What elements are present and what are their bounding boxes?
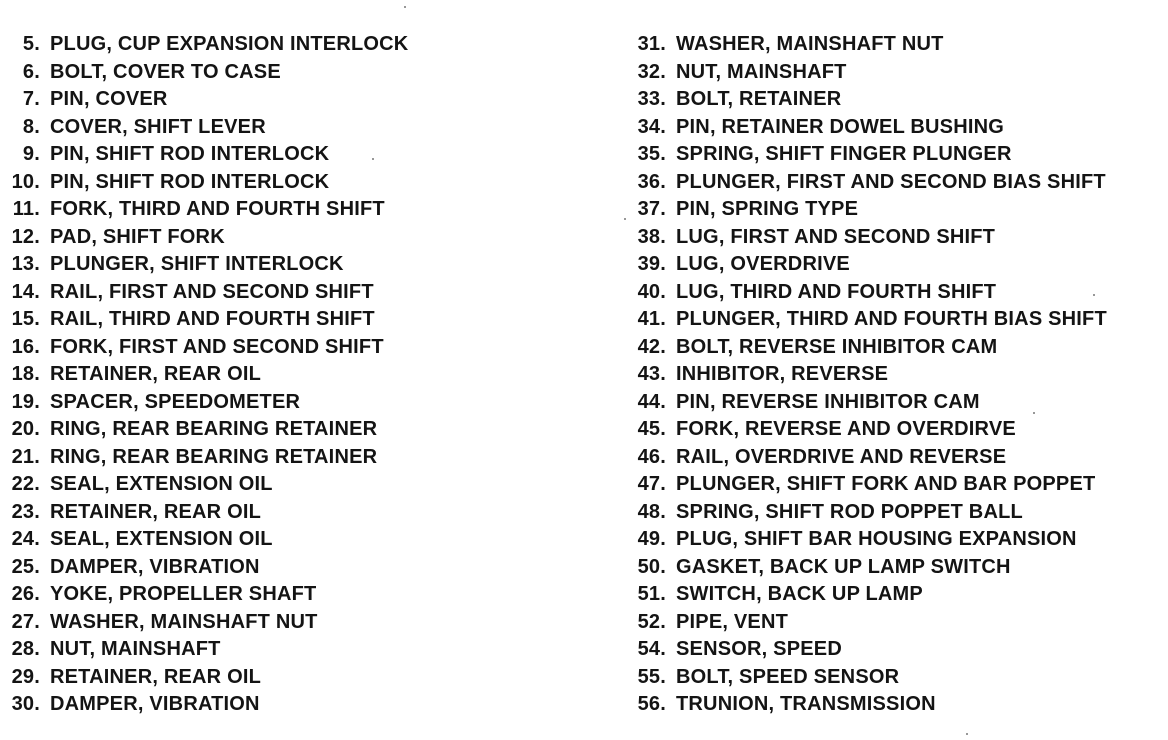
list-item xyxy=(6,581,586,609)
item-name: FORK, REVERSE AND OVERDIRVE xyxy=(676,418,1016,440)
item-number: 40. xyxy=(637,280,666,303)
item-name: RETAINER, REAR OIL xyxy=(50,500,262,523)
item-number: 44. xyxy=(637,390,666,413)
item-name: PIN, SHIFT ROD INTERLOCK xyxy=(50,170,330,193)
item-number: 52. xyxy=(637,610,666,633)
list-item xyxy=(6,306,586,334)
item-name: SWITCH, BACK UP LAMP xyxy=(676,583,923,605)
list-item xyxy=(6,141,586,169)
item-number: 9. xyxy=(22,143,40,165)
item-number: 7. xyxy=(22,88,40,110)
item-name: PLUNGER, SHIFT INTERLOCK xyxy=(50,253,344,275)
item-name: SENSOR, SPEED xyxy=(676,638,842,660)
list-item xyxy=(634,526,1164,554)
item-number: 14. xyxy=(11,280,40,303)
item-number: 21. xyxy=(11,445,40,468)
item-number: 27. xyxy=(11,610,40,633)
item-name: BOLT, RETAINER xyxy=(676,88,842,110)
list-item xyxy=(6,526,586,554)
item-number: 13. xyxy=(11,253,40,275)
item-name: FORK, FIRST AND SECOND SHIFT xyxy=(50,335,384,358)
item-name: PLUNGER, SHIFT FORK AND BAR POPPET xyxy=(676,473,1096,495)
item-number: 38. xyxy=(637,225,666,248)
item-number: 50. xyxy=(637,555,666,578)
item-name: PLUG, SHIFT BAR HOUSING EXPANSION xyxy=(676,528,1077,550)
list-item xyxy=(6,114,586,142)
list-item xyxy=(6,31,586,59)
scan-speck xyxy=(966,733,968,735)
item-name: PLUNGER, THIRD AND FOURTH BIAS SHIFT xyxy=(676,308,1107,330)
item-number: 26. xyxy=(11,583,40,605)
item-name: PIN, REVERSE INHIBITOR CAM xyxy=(676,390,980,413)
list-item xyxy=(634,86,1164,114)
item-name: LUG, FIRST AND SECOND SHIFT xyxy=(676,225,996,248)
item-name: RETAINER, REAR OIL xyxy=(50,363,262,385)
item-name: RING, REAR BEARING RETAINER xyxy=(50,418,378,440)
item-number: 49. xyxy=(637,528,666,550)
list-item xyxy=(634,636,1164,664)
list-item xyxy=(634,416,1164,444)
item-name: PIPE, VENT xyxy=(676,610,789,633)
list-item xyxy=(634,361,1164,389)
scan-speck xyxy=(1033,412,1035,414)
list-item xyxy=(634,444,1164,472)
item-number: 5. xyxy=(22,33,40,55)
item-number: 18. xyxy=(11,363,40,385)
item-number: 42. xyxy=(637,335,666,358)
item-name: BOLT, REVERSE INHIBITOR CAM xyxy=(676,335,998,358)
list-item xyxy=(634,141,1164,169)
item-name: DAMPER, VIBRATION xyxy=(50,555,260,578)
item-number: 35. xyxy=(637,143,666,165)
item-number: 6. xyxy=(22,60,40,83)
list-item xyxy=(6,251,586,279)
item-name: WASHER, MAINSHAFT NUT xyxy=(50,610,318,633)
item-number: 30. xyxy=(11,693,40,715)
item-number: 25. xyxy=(11,555,40,578)
item-number: 10. xyxy=(11,170,40,193)
item-name: PLUNGER, FIRST AND SECOND BIAS SHIFT xyxy=(676,170,1106,193)
scan-speck xyxy=(372,158,374,160)
list-item xyxy=(634,499,1164,527)
item-number: 19. xyxy=(11,390,40,413)
list-item xyxy=(6,664,586,692)
parts-list-left xyxy=(6,31,586,719)
item-number: 51. xyxy=(637,583,666,605)
item-name: PIN, COVER xyxy=(50,88,168,110)
list-item xyxy=(634,224,1164,252)
item-number: 32. xyxy=(637,60,666,83)
item-number: 23. xyxy=(11,500,40,523)
item-name: SEAL, EXTENSION OIL xyxy=(50,528,273,550)
item-name: PLUG, CUP EXPANSION INTERLOCK xyxy=(50,33,409,55)
item-number: 28. xyxy=(11,638,40,660)
list-item xyxy=(6,169,586,197)
list-item xyxy=(634,279,1164,307)
list-item xyxy=(6,444,586,472)
item-name: COVER, SHIFT LEVER xyxy=(50,115,266,138)
item-name: RAIL, THIRD AND FOURTH SHIFT xyxy=(50,308,375,330)
item-name: WASHER, MAINSHAFT NUT xyxy=(676,33,944,55)
item-name: GASKET, BACK UP LAMP SWITCH xyxy=(676,555,1011,578)
list-item xyxy=(6,389,586,417)
item-name: NUT, MAINSHAFT xyxy=(676,60,847,83)
item-number: 55. xyxy=(637,665,666,688)
item-number: 24. xyxy=(11,528,40,550)
list-item xyxy=(6,224,586,252)
item-name: RING, REAR BEARING RETAINER xyxy=(50,445,378,468)
list-item xyxy=(634,114,1164,142)
list-item xyxy=(634,581,1164,609)
list-item xyxy=(634,664,1164,692)
item-number: 39. xyxy=(637,253,666,275)
item-name: YOKE, PROPELLER SHAFT xyxy=(50,583,317,605)
item-number: 48. xyxy=(637,500,666,523)
item-number: 46. xyxy=(637,445,666,468)
item-name: FORK, THIRD AND FOURTH SHIFT xyxy=(50,198,385,220)
item-name: DAMPER, VIBRATION xyxy=(50,693,260,715)
scan-speck xyxy=(624,218,626,220)
scan-speck xyxy=(404,6,406,8)
item-number: 41. xyxy=(637,308,666,330)
item-name: PIN, SHIFT ROD INTERLOCK xyxy=(50,143,330,165)
list-item xyxy=(6,471,586,499)
item-number: 45. xyxy=(637,418,666,440)
list-item xyxy=(6,416,586,444)
list-item xyxy=(634,306,1164,334)
item-number: 33. xyxy=(637,88,666,110)
list-item xyxy=(6,499,586,527)
item-number: 15. xyxy=(11,308,40,330)
list-item xyxy=(6,334,586,362)
item-name: SPRING, SHIFT ROD POPPET BALL xyxy=(676,500,1023,523)
item-name: BOLT, SPEED SENSOR xyxy=(676,665,900,688)
item-name: SPACER, SPEEDOMETER xyxy=(50,390,301,413)
list-item xyxy=(634,471,1164,499)
item-name: TRUNION, TRANSMISSION xyxy=(676,693,936,715)
item-number: 56. xyxy=(637,693,666,715)
list-item xyxy=(6,636,586,664)
list-item xyxy=(634,196,1164,224)
list-item xyxy=(6,691,586,719)
item-number: 54. xyxy=(637,638,666,660)
item-number: 37. xyxy=(637,198,666,220)
item-name: RAIL, FIRST AND SECOND SHIFT xyxy=(50,280,374,303)
item-number: 47. xyxy=(637,473,666,495)
item-number: 34. xyxy=(637,115,666,138)
list-item xyxy=(634,609,1164,637)
list-item xyxy=(6,86,586,114)
item-name: PAD, SHIFT FORK xyxy=(50,225,225,248)
item-name: RETAINER, REAR OIL xyxy=(50,665,262,688)
list-item xyxy=(634,251,1164,279)
item-number: 29. xyxy=(11,665,40,688)
list-item xyxy=(6,279,586,307)
parts-list-right xyxy=(634,31,1164,719)
list-item xyxy=(634,169,1164,197)
item-name: LUG, OVERDRIVE xyxy=(676,253,850,275)
item-number: 22. xyxy=(11,473,40,495)
list-item xyxy=(634,554,1164,582)
item-name: SPRING, SHIFT FINGER PLUNGER xyxy=(676,143,1012,165)
item-number: 8. xyxy=(22,115,40,138)
list-item xyxy=(634,59,1164,87)
list-item xyxy=(6,554,586,582)
item-number: 20. xyxy=(11,418,40,440)
item-number: 43. xyxy=(637,363,666,385)
scan-speck xyxy=(1093,294,1095,296)
item-number: 12. xyxy=(11,225,40,248)
list-item xyxy=(634,334,1164,362)
item-name: RAIL, OVERDRIVE AND REVERSE xyxy=(676,445,1007,468)
list-item xyxy=(6,609,586,637)
item-number: 16. xyxy=(11,335,40,358)
item-name: LUG, THIRD AND FOURTH SHIFT xyxy=(676,280,997,303)
item-name: PIN, SPRING TYPE xyxy=(676,198,859,220)
item-number: 31. xyxy=(637,33,666,55)
item-number: 11. xyxy=(12,198,40,220)
item-name: NUT, MAINSHAFT xyxy=(50,638,221,660)
item-name: PIN, RETAINER DOWEL BUSHING xyxy=(676,115,1005,138)
list-item xyxy=(634,389,1164,417)
item-name: INHIBITOR, REVERSE xyxy=(676,363,889,385)
item-name: SEAL, EXTENSION OIL xyxy=(50,473,273,495)
list-item xyxy=(634,691,1164,719)
list-item xyxy=(634,31,1164,59)
item-number: 36. xyxy=(637,170,666,193)
list-item xyxy=(6,361,586,389)
list-item xyxy=(6,196,586,224)
item-name: BOLT, COVER TO CASE xyxy=(50,60,281,83)
list-item xyxy=(6,59,586,87)
